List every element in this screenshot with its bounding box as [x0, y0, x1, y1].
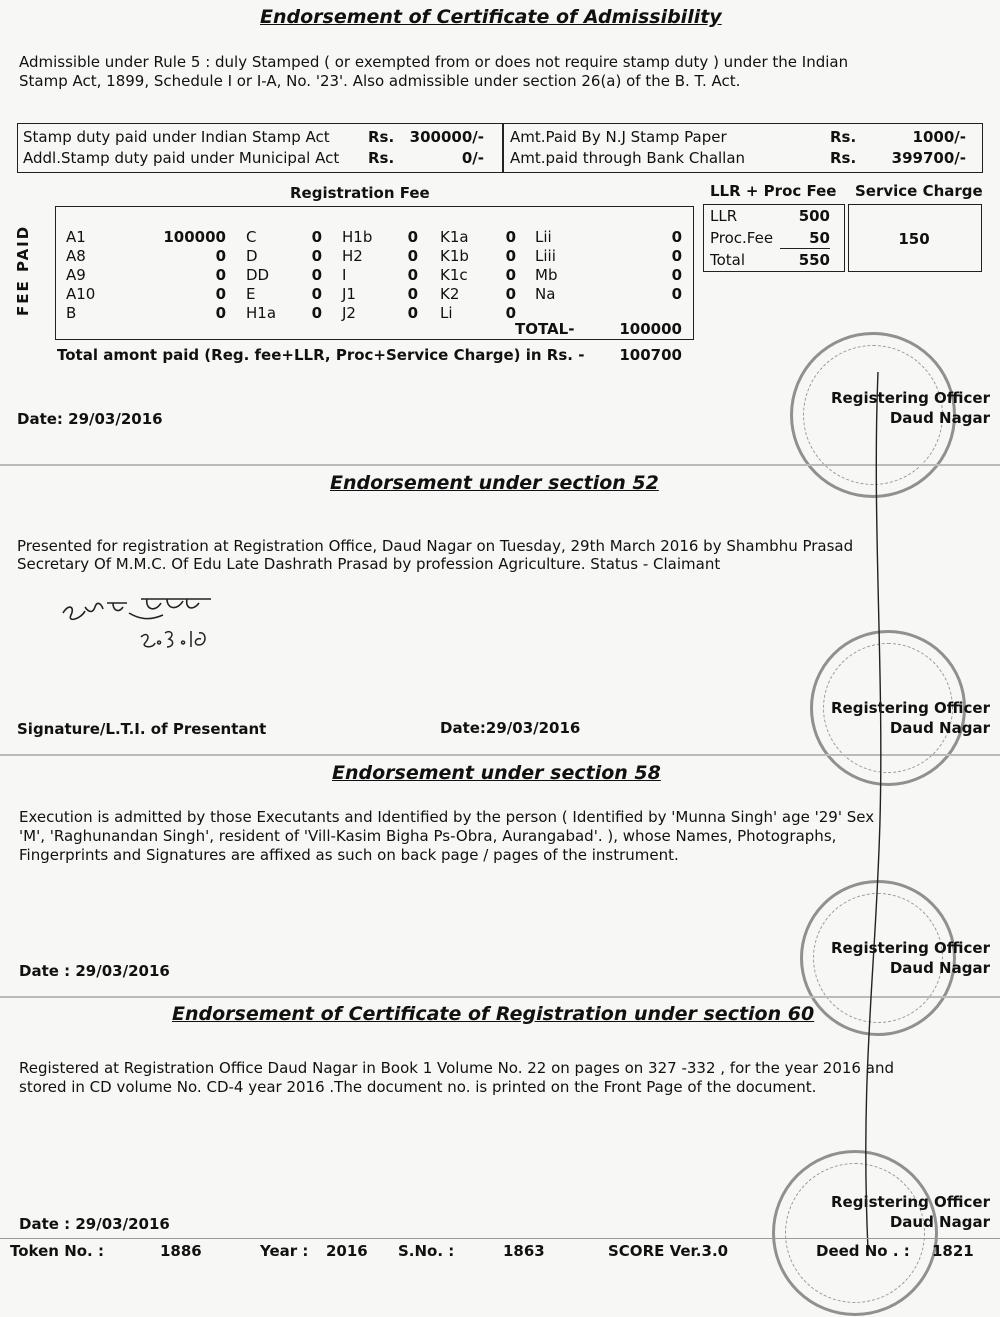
fee-total-label: TOTAL- — [515, 320, 575, 338]
presentant-handwritten-signature — [55, 585, 255, 655]
fee-code: J1 — [342, 285, 356, 303]
registering-officer-place-1: Daud Nagar — [889, 409, 990, 427]
addl-stamp-duty-label: Addl.Stamp duty paid under Municipal Act — [23, 149, 340, 167]
fee-amount: 0 — [505, 285, 516, 303]
fee-amount: 0 — [311, 266, 322, 284]
fee-code: H1b — [342, 228, 373, 246]
llr-value: 500 — [798, 207, 830, 225]
sno-value: 1863 — [503, 1242, 545, 1260]
registering-officer-title-4: Registering Officer — [831, 1193, 990, 1211]
fee-amount: 0 — [671, 247, 682, 265]
admissibility-title: Endorsement of Certificate of Admissibility — [260, 6, 722, 28]
section58-date: Date : 29/03/2016 — [19, 962, 170, 980]
llr-label: LLR — [710, 207, 738, 225]
fee-code: A9 — [66, 266, 86, 284]
fee-code: D — [246, 247, 258, 265]
fee-code: DD — [246, 266, 270, 284]
fee-amount: 0 — [311, 228, 322, 246]
fee-amount: 0 — [407, 285, 418, 303]
service-charge-header: Service Charge — [855, 182, 983, 200]
service-charge-value: 150 — [898, 230, 930, 248]
registering-officer-title-3: Registering Officer — [831, 939, 990, 957]
proc-fee-value: 50 — [780, 229, 830, 249]
fee-code: K1b — [440, 247, 469, 265]
section60-text-line1: Registered at Registration Office Daud Nagar in Book 1 Volume No. 22 on pages on 327 -332 , for the year 2016 and — [19, 1059, 894, 1077]
fee-code: B — [66, 304, 77, 322]
fee-code: K2 — [440, 285, 460, 303]
fee-code: Li — [440, 304, 453, 322]
registering-officer-title-2: Registering Officer — [831, 699, 990, 717]
fee-amount: 0 — [505, 228, 516, 246]
deed-label: Deed No . : — [816, 1242, 910, 1260]
section52-date: Date:29/03/2016 — [440, 719, 581, 737]
fee-code: Na — [535, 285, 556, 303]
total-paid-label: Total amont paid (Reg. fee+LLR, Proc+Service Charge) in Rs. - — [57, 346, 585, 364]
fee-amount: 0 — [505, 266, 516, 284]
fee-amount: 0 — [215, 266, 226, 284]
registering-officer-place-3: Daud Nagar — [889, 959, 990, 977]
fee-code: A1 — [66, 228, 86, 246]
llr-total-value: 550 — [798, 251, 830, 269]
section60-date: Date : 29/03/2016 — [19, 1215, 170, 1233]
section52-title: Endorsement under section 52 — [330, 472, 659, 494]
registering-officer-2 — [800, 698, 990, 738]
fee-code: H2 — [342, 247, 363, 265]
addl-stamp-duty-rs: Rs. — [368, 149, 395, 167]
fee-amount: 0 — [215, 304, 226, 322]
fee-amount: 0 — [407, 228, 418, 246]
section52-text-line2: Secretary Of M.M.C. Of Edu Late Dashrath Prasad by profession Agriculture. Status - Claimant — [17, 555, 721, 573]
fee-code: Liii — [535, 247, 556, 265]
stamp-duty-value: 300000/- — [409, 128, 484, 146]
footer-divider — [0, 1238, 1000, 1239]
fee-amount: 0 — [407, 304, 418, 322]
registering-officer-4 — [800, 1192, 990, 1232]
llr-total-label: Total — [710, 251, 746, 269]
bank-challan-value: 399700/- — [891, 149, 966, 167]
fee-amount: 0 — [311, 285, 322, 303]
year-label: Year : — [260, 1242, 309, 1260]
nj-stamp-rs: Rs. — [830, 128, 857, 146]
nj-stamp-label: Amt.Paid By N.J Stamp Paper — [510, 128, 727, 146]
fee-code: Mb — [535, 266, 558, 284]
token-value: 1886 — [160, 1242, 202, 1260]
sno-label: S.No. : — [398, 1242, 455, 1260]
fee-code: K1c — [440, 266, 468, 284]
fee-paid-label: FEE PAID — [14, 224, 32, 316]
fee-amount: 0 — [671, 266, 682, 284]
fee-code: E — [246, 285, 256, 303]
fee-amount: 0 — [311, 247, 322, 265]
proc-fee-label: Proc.Fee — [710, 229, 774, 247]
section58-title: Endorsement under section 58 — [332, 762, 661, 784]
bank-challan-rs: Rs. — [830, 149, 857, 167]
registering-officer-1 — [800, 388, 990, 428]
fee-amount: 0 — [671, 285, 682, 303]
fee-code: J2 — [342, 304, 356, 322]
registering-officer-place-2: Daud Nagar — [889, 719, 990, 737]
llr-proc-fee-header: LLR + Proc Fee — [710, 182, 837, 200]
deed-value: 1821 — [932, 1242, 974, 1260]
fee-amount: 0 — [505, 247, 516, 265]
section52-text-line1: Presented for registration at Registration Office, Daud Nagar on Tuesday, 29th March 2016 by Shambhu Prasad — [17, 537, 854, 555]
fee-amount: 0 — [215, 285, 226, 303]
registering-officer-3 — [800, 938, 990, 978]
admissibility-text-line1: Admissible under Rule 5 : duly Stamped ( or exempted from or does not require stamp duty ) under the Indian — [19, 53, 849, 71]
total-paid-value: 100700 — [619, 346, 682, 364]
fee-code: A8 — [66, 247, 86, 265]
fee-amount: 0 — [215, 247, 226, 265]
score-version: SCORE Ver.3.0 — [608, 1242, 729, 1260]
fee-code: C — [246, 228, 257, 246]
fee-code: I — [342, 266, 347, 284]
fee-code: A10 — [66, 285, 96, 303]
section60-title: Endorsement of Certificate of Registration under section 60 — [172, 1003, 815, 1025]
section58-text-line1: Execution is admitted by those Executants and Identified by the person ( Identified by 'Munna Singh' age '29' Sex — [19, 808, 875, 826]
nj-stamp-value: 1000/- — [912, 128, 966, 146]
fee-code: Lii — [535, 228, 552, 246]
section60-text-line2: stored in CD volume No. CD-4 year 2016 .The document no. is printed on the Front Page of the document. — [19, 1078, 817, 1096]
fee-amount: 0 — [311, 304, 322, 322]
section58-text-line2: 'M', 'Raghunandan Singh', resident of 'Vill-Kasim Bigha Ps-Obra, Aurangabad'. ), whose Names, Photographs, — [19, 827, 837, 845]
registration-fee-header: Registration Fee — [290, 184, 430, 202]
fee-total-value: 100000 — [619, 320, 682, 338]
fee-amount: 0 — [407, 247, 418, 265]
pen-stroke-line — [850, 370, 890, 1270]
fee-amount: 0 — [671, 228, 682, 246]
fee-code: K1a — [440, 228, 469, 246]
fee-amount: 0 — [407, 266, 418, 284]
fee-amount: 100000 — [163, 228, 226, 246]
token-label: Token No. : — [10, 1242, 104, 1260]
stamp-duty-rs: Rs. — [368, 128, 395, 146]
registering-officer-title-1: Registering Officer — [831, 389, 990, 407]
bank-challan-label: Amt.paid through Bank Challan — [510, 149, 746, 167]
stamp-duty-label: Stamp duty paid under Indian Stamp Act — [23, 128, 330, 146]
addl-stamp-duty-value: 0/- — [461, 149, 484, 167]
year-value: 2016 — [326, 1242, 368, 1260]
admissibility-text-line2: Stamp Act, 1899, Schedule I or I-A, No. '23'. Also admissible under section 26(a) of the B. T. Act. — [19, 72, 741, 90]
admissibility-date: Date: 29/03/2016 — [17, 410, 163, 428]
fee-amount: 0 — [505, 304, 516, 322]
section52-signature-label: Signature/L.T.I. of Presentant — [17, 720, 267, 738]
fee-code: H1a — [246, 304, 277, 322]
section58-text-line3: Fingerprints and Signatures are affixed as such on back page / pages of the instrument. — [19, 846, 679, 864]
registering-officer-place-4: Daud Nagar — [889, 1213, 990, 1231]
